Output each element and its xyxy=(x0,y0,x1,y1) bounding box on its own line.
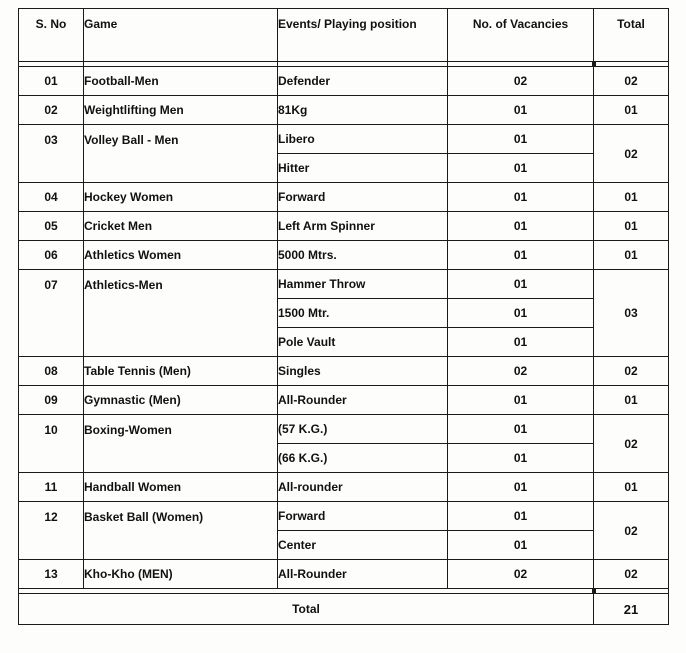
cell-event: All-Rounder xyxy=(278,386,448,415)
cell-event: Hitter xyxy=(278,154,448,183)
table-row xyxy=(19,270,669,299)
table-row xyxy=(19,473,669,502)
cell-vacancies: 01 xyxy=(448,444,594,473)
cell-total: 01 xyxy=(594,473,669,502)
header-total: Total xyxy=(594,9,669,62)
cell-sno: 12 xyxy=(19,502,84,560)
cell-sno: 05 xyxy=(19,212,84,241)
cell-sno: 02 xyxy=(19,96,84,125)
cell-vacancies: 01 xyxy=(448,125,594,154)
cell-vacancies: 01 xyxy=(448,212,594,241)
cell-vacancies: 02 xyxy=(448,560,594,589)
cell-event: (57 K.G.) xyxy=(278,415,448,444)
table-row xyxy=(19,415,669,444)
table-header-row xyxy=(19,9,669,62)
cell-event: 1500 Mtr. xyxy=(278,299,448,328)
cell-total: 03 xyxy=(594,270,669,357)
cell-sno: 08 xyxy=(19,357,84,386)
cell-event: Forward xyxy=(278,183,448,212)
cell-sno: 01 xyxy=(19,67,84,96)
cell-vacancies: 01 xyxy=(448,531,594,560)
cell-sno: 10 xyxy=(19,415,84,473)
cell-game: Weightlifting Men xyxy=(84,96,278,125)
cell-vacancies: 02 xyxy=(448,357,594,386)
cell-vacancies: 02 xyxy=(448,67,594,96)
cell-total: 01 xyxy=(594,212,669,241)
cell-event: Singles xyxy=(278,357,448,386)
cell-sno: 07 xyxy=(19,270,84,357)
grand-total-label: Total xyxy=(19,594,594,625)
cell-game: Hockey Women xyxy=(84,183,278,212)
cell-total: 02 xyxy=(594,357,669,386)
cell-game: Boxing-Women xyxy=(84,415,278,473)
cell-event: Center xyxy=(278,531,448,560)
cell-total: 02 xyxy=(594,560,669,589)
cell-event: 5000 Mtrs. xyxy=(278,241,448,270)
cell-event: 81Kg xyxy=(278,96,448,125)
cell-vacancies: 01 xyxy=(448,473,594,502)
vacancy-table xyxy=(18,8,669,625)
cell-total: 01 xyxy=(594,241,669,270)
cell-game: Athletics-Men xyxy=(84,270,278,357)
table-row xyxy=(19,67,669,96)
cell-event: Defender xyxy=(278,67,448,96)
table-body xyxy=(19,62,669,589)
cell-event: Pole Vault xyxy=(278,328,448,357)
cell-vacancies: 01 xyxy=(448,96,594,125)
cell-total: 02 xyxy=(594,67,669,96)
cell-sno: 09 xyxy=(19,386,84,415)
cell-vacancies: 01 xyxy=(448,183,594,212)
cell-total: 02 xyxy=(594,415,669,473)
cell-game: Basket Ball (Women) xyxy=(84,502,278,560)
cell-game: Kho-Kho (MEN) xyxy=(84,560,278,589)
table-row xyxy=(19,502,669,531)
cell-vacancies: 01 xyxy=(448,328,594,357)
cell-total: 01 xyxy=(594,96,669,125)
cell-sno: 04 xyxy=(19,183,84,212)
cell-event: All-Rounder xyxy=(278,560,448,589)
cell-game: Football-Men xyxy=(84,67,278,96)
cell-vacancies: 01 xyxy=(448,299,594,328)
cell-game: Gymnastic (Men) xyxy=(84,386,278,415)
cell-vacancies: 01 xyxy=(448,502,594,531)
cell-game: Table Tennis (Men) xyxy=(84,357,278,386)
cell-vacancies: 01 xyxy=(448,386,594,415)
table-row xyxy=(19,125,669,154)
cell-vacancies: 01 xyxy=(448,154,594,183)
cell-total: 02 xyxy=(594,125,669,183)
cell-event: (66 K.G.) xyxy=(278,444,448,473)
cell-sno: 03 xyxy=(19,125,84,183)
table-row xyxy=(19,560,669,589)
cell-event: Forward xyxy=(278,502,448,531)
cell-game: Handball Women xyxy=(84,473,278,502)
header-game: Game xyxy=(84,9,278,62)
cell-total: 02 xyxy=(594,502,669,560)
cell-total: 01 xyxy=(594,183,669,212)
cell-event: Libero xyxy=(278,125,448,154)
table-row xyxy=(19,96,669,125)
table-row xyxy=(19,212,669,241)
cell-total: 01 xyxy=(594,386,669,415)
grand-total-value: 21 xyxy=(594,594,669,625)
cell-game: Volley Ball - Men xyxy=(84,125,278,183)
table-row xyxy=(19,183,669,212)
cell-sno: 11 xyxy=(19,473,84,502)
table-row xyxy=(19,357,669,386)
cell-sno: 06 xyxy=(19,241,84,270)
header-event: Events/ Playing position xyxy=(278,9,448,62)
cell-vacancies: 01 xyxy=(448,415,594,444)
table-row xyxy=(19,241,669,270)
cell-event: Hammer Throw xyxy=(278,270,448,299)
cell-event: Left Arm Spinner xyxy=(278,212,448,241)
header-vacancies: No. of Vacancies xyxy=(448,9,594,62)
cell-event: All-rounder xyxy=(278,473,448,502)
cell-game: Cricket Men xyxy=(84,212,278,241)
grand-total-row xyxy=(19,594,669,625)
cell-sno: 13 xyxy=(19,560,84,589)
cell-vacancies: 01 xyxy=(448,241,594,270)
header-sno: S. No xyxy=(19,9,84,62)
cell-game: Athletics Women xyxy=(84,241,278,270)
table-row xyxy=(19,386,669,415)
cell-vacancies: 01 xyxy=(448,270,594,299)
